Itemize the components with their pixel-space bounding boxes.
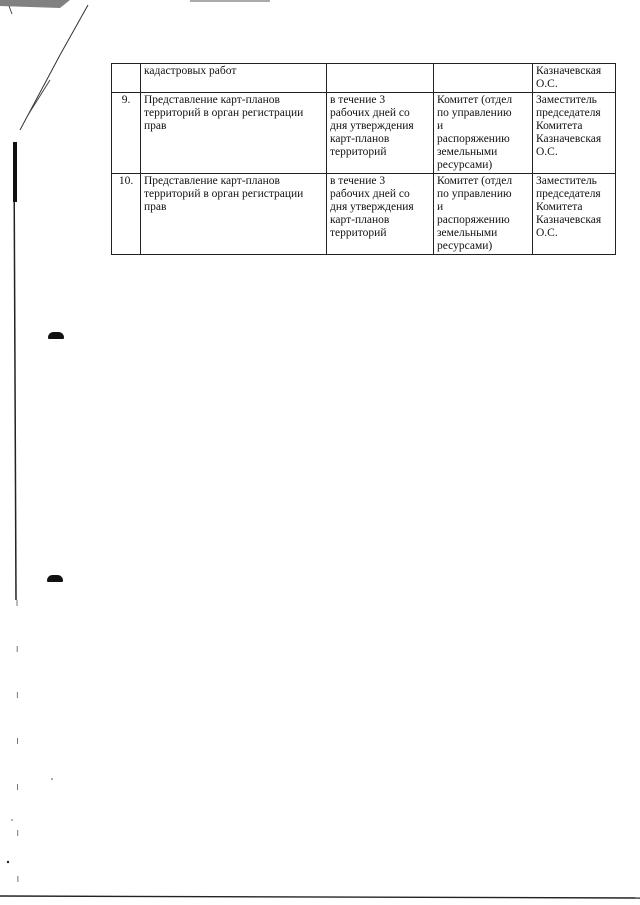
row-number [112,64,141,93]
executor-cell: Комитет (отдел по управлению и распоряжению земельными ресурсами) [434,93,533,174]
table-row [112,174,616,255]
table-row [112,64,616,93]
punch-hole-mark [47,575,63,582]
responsible-cell: Заместитель председателя Комитета Казначевская О.С. [533,93,616,174]
plan-table [111,63,616,255]
row-number: 9. [112,93,141,174]
punch-hole-mark [48,332,64,339]
responsible-cell: Заместитель председателя Комитета Казначевская О.С. [533,174,616,255]
table-row [112,93,616,174]
executor-cell [434,64,533,93]
term-cell: в течение 3 рабочих дней со дня утверждения карт-планов территорий [327,174,434,255]
term-cell: в течение 3 рабочих дней со дня утверждения карт-планов территорий [327,93,434,174]
task-cell: Представление карт-планов территорий в орган регистрации прав [141,93,327,174]
task-cell: кадастровых работ [141,64,327,93]
row-number: 10. [112,174,141,255]
responsible-cell: Казначевская О.С. [533,64,616,93]
executor-cell: Комитет (отдел по управлению и распоряжению земельными ресурсами) [434,174,533,255]
term-cell [327,64,434,93]
task-cell: Представление карт-планов территорий в орган регистрации прав [141,174,327,255]
